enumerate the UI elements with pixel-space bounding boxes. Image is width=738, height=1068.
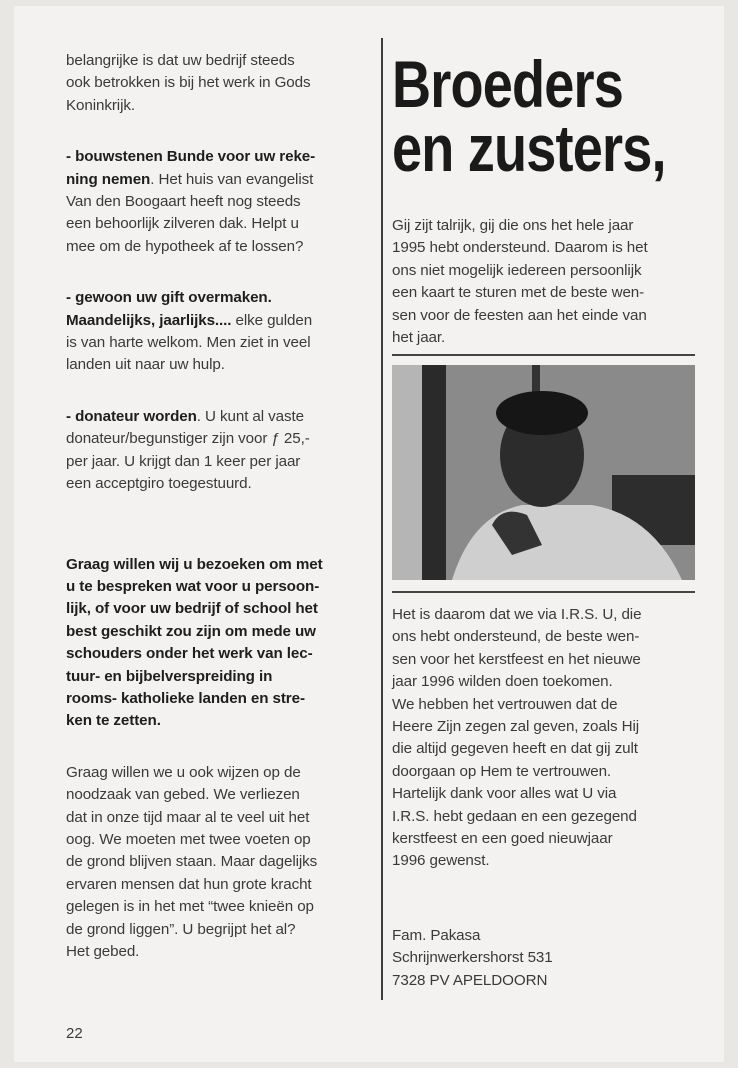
text: donateur/begunstiger zijn voor ƒ 25,- bbox=[66, 430, 310, 448]
text: Het gebed. bbox=[66, 943, 140, 960]
text: 7328 PV APELDOORN bbox=[392, 971, 548, 989]
text-line bbox=[66, 406, 376, 428]
text-line bbox=[392, 671, 702, 693]
text-line bbox=[392, 282, 702, 304]
text: 1995 hebt ondersteund. Daarom is het bbox=[392, 239, 648, 257]
text-line bbox=[66, 473, 376, 495]
text: . U kunt al vaste bbox=[196, 407, 304, 425]
text-line bbox=[392, 237, 702, 259]
text-line bbox=[66, 213, 376, 235]
text: Het is daarom dat we via I.R.S. U, die bbox=[392, 606, 642, 623]
text-line bbox=[392, 925, 702, 947]
text-line bbox=[66, 851, 376, 873]
text-line bbox=[66, 807, 376, 829]
bold-text: tuur- en bijbelverspreiding in bbox=[66, 667, 273, 685]
text-line bbox=[392, 850, 702, 872]
text: een acceptgiro toegestuurd. bbox=[66, 475, 252, 493]
paragraph bbox=[66, 406, 376, 496]
text: I.R.S. hebt gedaan en een gezegend bbox=[392, 807, 637, 825]
text-line bbox=[66, 191, 376, 213]
text-line bbox=[66, 829, 376, 851]
text-line bbox=[66, 919, 376, 941]
text-line bbox=[66, 50, 376, 72]
text-line bbox=[66, 784, 376, 806]
title-line: Broeders bbox=[392, 47, 624, 121]
text-line bbox=[66, 451, 376, 473]
paragraph bbox=[66, 50, 376, 117]
text: Gij zijt talrijk, gij die ons het hele jaar bbox=[392, 217, 634, 234]
text: gelegen is in het met “twee knieën op bbox=[66, 898, 314, 916]
text-line bbox=[392, 649, 702, 671]
text-line bbox=[66, 762, 376, 784]
text: We hebben het vertrouwen dat de bbox=[392, 695, 618, 713]
text: Hartelijk dank voor alles wat U via bbox=[392, 785, 617, 803]
text: per jaar. U krijgt dan 1 keer per jaar bbox=[66, 452, 301, 470]
text: Van den Boogaart heeft nog steeds bbox=[66, 193, 301, 211]
text-line bbox=[66, 576, 376, 598]
text: sen voor het kerstfeest en het nieuwe bbox=[392, 650, 641, 668]
bold-text: rooms- katholieke landen en stre- bbox=[66, 689, 305, 707]
text: noodzaak van gebed. We verliezen bbox=[66, 786, 300, 804]
bold-text: best geschikt zou zijn om mede uw bbox=[66, 622, 316, 640]
text: Graag willen we u ook wijzen op de bbox=[66, 763, 301, 781]
text-line bbox=[66, 236, 376, 258]
text: ons niet mogelijk iedereen persoonlijk bbox=[392, 261, 642, 279]
text-line bbox=[392, 947, 702, 969]
text: is van harte welkom. Men ziet in veel bbox=[66, 334, 311, 352]
text-line bbox=[66, 95, 376, 117]
horizontal-rule bbox=[392, 354, 695, 356]
text-line bbox=[66, 666, 376, 688]
text: het jaar. bbox=[392, 329, 446, 347]
text-line bbox=[392, 716, 702, 738]
text-line bbox=[392, 305, 702, 327]
text-line bbox=[66, 354, 376, 376]
bold-text: u te bespreken wat voor u persoon- bbox=[66, 577, 320, 595]
text-line bbox=[66, 941, 376, 963]
text: jaar 1996 wilden doen toekomen. bbox=[392, 673, 613, 691]
text-line bbox=[66, 643, 376, 665]
text-line bbox=[66, 169, 376, 191]
text: een kaart te sturen met de beste wen- bbox=[392, 284, 645, 302]
signature-address bbox=[392, 925, 702, 1021]
bold-text: Maandelijks, jaarlijks.... bbox=[66, 311, 232, 329]
text-line bbox=[392, 260, 702, 282]
text-line bbox=[392, 738, 702, 760]
bold-text: - donateur worden bbox=[66, 407, 197, 425]
text-line bbox=[392, 626, 702, 648]
text-line bbox=[392, 694, 702, 716]
text-line bbox=[66, 310, 376, 332]
text: kerstfeest en een goed nieuwjaar bbox=[392, 830, 613, 848]
text: Koninkrijk. bbox=[66, 96, 135, 114]
text: landen uit naar uw hulp. bbox=[66, 356, 225, 374]
text: een behoorlijk zilveren dak. Helpt u bbox=[66, 215, 299, 233]
text-line bbox=[392, 327, 702, 349]
text: sen voor de feesten aan het einde van bbox=[392, 306, 647, 324]
text-line bbox=[392, 806, 702, 828]
bold-text: Graag willen wij u bezoeken om met bbox=[66, 555, 323, 573]
text: belangrijke is dat uw bedrijf steeds bbox=[66, 52, 295, 69]
bold-text: lijk, of voor uw bedrijf of school het bbox=[66, 600, 318, 618]
text-line bbox=[66, 598, 376, 620]
bold-text: - bouwstenen Bunde voor uw reke- bbox=[66, 148, 316, 166]
paragraph bbox=[392, 215, 702, 349]
text: ervaren mensen dat hun grote kracht bbox=[66, 875, 312, 893]
paragraph bbox=[392, 925, 702, 992]
bold-text: ken te zetten. bbox=[66, 712, 161, 730]
body-paragraph bbox=[392, 604, 702, 902]
left-column bbox=[66, 50, 376, 992]
text: 1996 gewenst. bbox=[392, 852, 490, 870]
text-line bbox=[66, 428, 376, 450]
paragraph bbox=[66, 146, 376, 258]
text-line bbox=[66, 621, 376, 643]
text-line bbox=[66, 287, 376, 309]
paragraph bbox=[66, 762, 376, 964]
text: Schrijnwerkershorst 531 bbox=[392, 949, 553, 967]
text: elke gulden bbox=[231, 311, 313, 329]
text-line bbox=[392, 215, 702, 237]
bold-text: - gewoon uw gift overmaken. bbox=[66, 289, 272, 307]
bold-text: schouders onder het werk van lec- bbox=[66, 645, 313, 663]
paragraph bbox=[66, 287, 376, 377]
text-line bbox=[66, 554, 376, 576]
article-title bbox=[392, 47, 666, 185]
text: . Het huis van evangelist bbox=[150, 170, 314, 188]
text-line bbox=[66, 874, 376, 896]
text: oog. We moeten met twee voeten op bbox=[66, 830, 311, 848]
text-line bbox=[392, 783, 702, 805]
text: dat in onze tijd maar al te veel uit het bbox=[66, 808, 310, 826]
text-line bbox=[66, 688, 376, 710]
text: de grond blijven staan. Maar dagelijks bbox=[66, 853, 318, 871]
text: Heere Zijn zegen zal geven, zoals Hij bbox=[392, 718, 640, 736]
horizontal-rule bbox=[392, 591, 695, 593]
bold-text: ning nemen bbox=[66, 170, 151, 188]
text: Fam. Pakasa bbox=[392, 927, 481, 944]
paragraph bbox=[66, 554, 376, 733]
column-divider bbox=[381, 38, 383, 1000]
text: ons hebt ondersteund, de beste wen- bbox=[392, 628, 640, 646]
text-line bbox=[392, 970, 702, 992]
title-line: en zusters, bbox=[392, 111, 666, 185]
text-line bbox=[66, 72, 376, 94]
page-number: 22 bbox=[66, 1025, 83, 1042]
text: die altijd gegeven heeft en dat gij zult bbox=[392, 740, 638, 758]
text-line bbox=[66, 710, 376, 732]
text-line bbox=[392, 828, 702, 850]
text-line bbox=[66, 332, 376, 354]
text: doorgaan op Hem te vertrouwen. bbox=[392, 762, 612, 780]
text: de grond liggen”. U begrijpt het al? bbox=[66, 920, 296, 938]
paragraph bbox=[392, 604, 702, 873]
text: ook betrokken is bij het werk in Gods bbox=[66, 74, 311, 92]
portrait-photo bbox=[392, 365, 695, 580]
text-line bbox=[66, 896, 376, 918]
text-line bbox=[66, 146, 376, 168]
text: mee om de hypotheek af te lossen? bbox=[66, 237, 304, 255]
text-line bbox=[392, 604, 702, 626]
text-line bbox=[392, 761, 702, 783]
